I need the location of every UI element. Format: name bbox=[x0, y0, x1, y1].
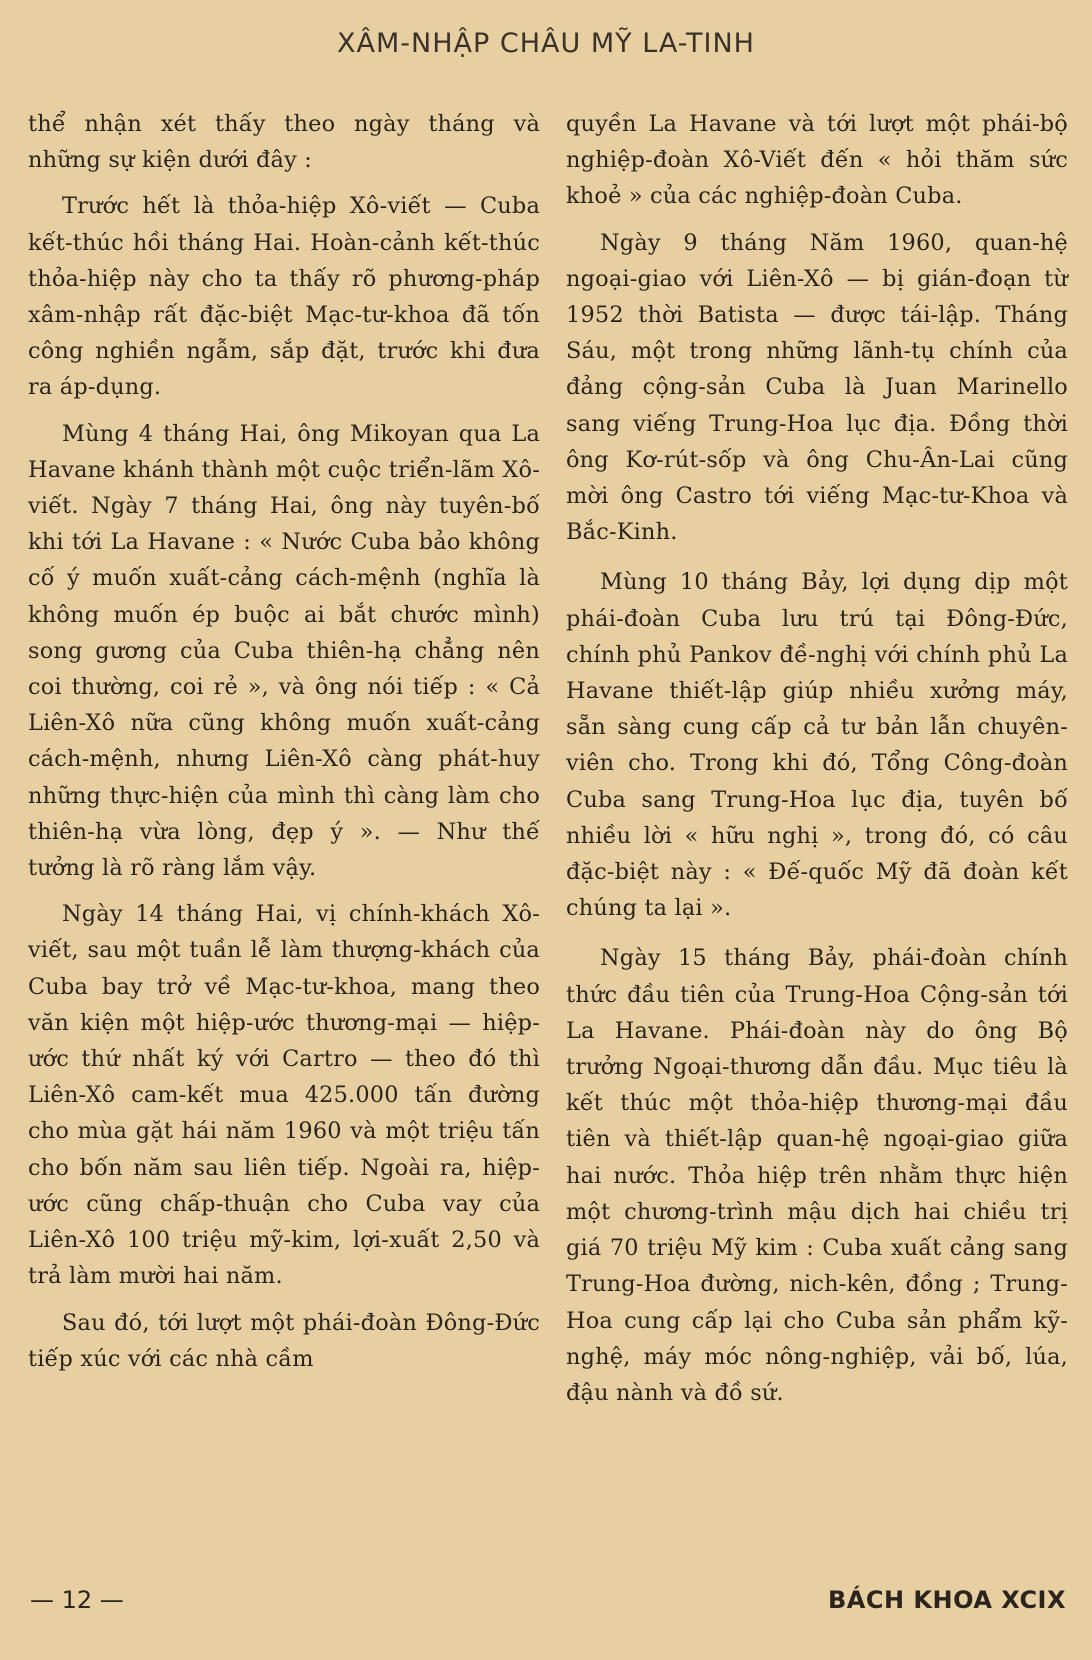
paragraph: Mùng 10 tháng Bảy, lợi dụng dịp một phái-đoàn Cuba lưu trú tại Đông-Đức, chính phủ Pankov đề-nghị với chính phủ La Havane thiết-lập giúp nhiều xưởng máy, sẵn sàng cung cấp cả tư bản lẫn chuyên-viên cho. Trong khi đó, Tổng Công-đoàn Cuba sang Trung-Hoa lục địa, tuyên bố nhiều lời « hữu nghị », trong đó, có câu đặc-biệt này : « Đế-quốc Mỹ đã đoàn kết chúng ta lại ». bbox=[566, 569, 1068, 922]
paragraph: Ngày 9 tháng Năm 1960, quan-hệ ngoại-giao với Liên-Xô — bị gián-đoạn từ 1952 thời Batista — được tái-lập. Tháng Sáu, một trong những lãnh-tụ chính của đảng cộng-sản Cuba là Juan Marinello sang viếng Trung-Hoa lục địa. Đồng thời ông Kơ-rút-sốp và ông Chu-Ân-Lai cũng mời ông Castro tới viếng Mạc-tư-Khoa và Bắc-Kinh. bbox=[566, 229, 1068, 546]
paragraph: Sau đó, tới lượt một phái-đoàn Đông-Đức tiếp xúc với các nhà cầm bbox=[28, 1309, 540, 1372]
paragraph: Ngày 14 tháng Hai, vị chính-khách Xô-viết, sau một tuần lễ làm thượng-khách của Cuba bay trở về Mạc-tư-khoa, mang theo văn kiện một hiệp-ước thương-mại — hiệp-ước thứ nhất ký với Cartro — theo đó thì Liên-Xô cam-kết mua 425.000 tấn đường cho mùa gặt hái năm 1960 và một triệu tấn cho bốn năm sau liên tiếp. Ngoài ra, hiệp-ước cũng chấp-thuận cho Cuba vay của Liên-Xô 100 triệu mỹ-kim, lợi-xuất 2,50 và trả làm mười hai năm. bbox=[28, 901, 540, 1290]
page-header: XÂM-NHẬP CHÂU MỸ LA-TINH bbox=[337, 28, 755, 59]
paragraph: quyền La Havane và tới lượt một phái-bộ nghiệp-đoàn Xô-Viết đến « hỏi thăm sức khoẻ » của các nghiệp-đoàn Cuba. bbox=[566, 111, 1068, 210]
paragraph: Trước hết là thỏa-hiệp Xô-viết — Cuba kết-thúc hồi tháng Hai. Hoàn-cảnh kết-thúc thỏa-hiệp này cho ta thấy rõ phương-pháp xâm-nhập rất đặc-biệt Mạc-tư-khoa đã tốn công nghiền ngẫm, sắp đặt, trước khi đưa ra áp-dụng. bbox=[28, 193, 540, 401]
left-column bbox=[28, 106, 540, 1377]
magazine-name: BÁCH KHOA XCIX bbox=[828, 1586, 1066, 1614]
paragraph: Ngày 15 tháng Bảy, phái-đoàn chính thức đầu tiên của Trung-Hoa Cộng-sản tới La Havane. Phái-đoàn này do ông Bộ trưởng Ngoại-thương dẫn đầu. Mục tiêu là kết thúc một thỏa-hiệp thương-mại đầu tiên và thiết-lập quan-hệ ngoại-giao giữa hai nước. Thỏa hiệp trên nhằm thực hiện một chương-trình mậu dịch hai chiều trị giá 70 triệu Mỹ kim : Cuba xuất cảng sang Trung-Hoa đường, nich-kên, đồng ; Trung-Hoa cung cấp lại cho Cuba sản phẩm kỹ-nghệ, máy móc nông-nghiệp, vải bố, lúa, đậu nành và đồ sứ. bbox=[566, 945, 1068, 1406]
paragraph: Mùng 4 tháng Hai, ông Mikoyan qua La Havane khánh thành một cuộc triển-lãm Xô-viết. Ngày 7 tháng Hai, ông này tuyên-bố khi tới La Havane : « Nước Cuba bảo không cố ý muốn xuất-cảng cách-mệnh (nghĩa là không muốn ép buộc ai bắt chước mình) song gương của Cuba thiên-hạ chẳng nên coi thường, coi rẻ », và ông nói tiếp : « Cả Liên-Xô nữa cũng không muốn xuất-cảng cách-mệnh, nhưng Liên-Xô càng phát-huy những thực-hiện của mình thì càng làm cho thiên-hạ vừa lòng, đẹp ý ». — Như thế tưởng là rõ ràng lắm vậy. bbox=[28, 420, 540, 882]
page-number: — 12 — bbox=[30, 1586, 124, 1614]
right-column bbox=[566, 106, 1068, 1411]
paragraph: thể nhận xét thấy theo ngày tháng và những sự kiện dưới đây : bbox=[28, 111, 540, 174]
